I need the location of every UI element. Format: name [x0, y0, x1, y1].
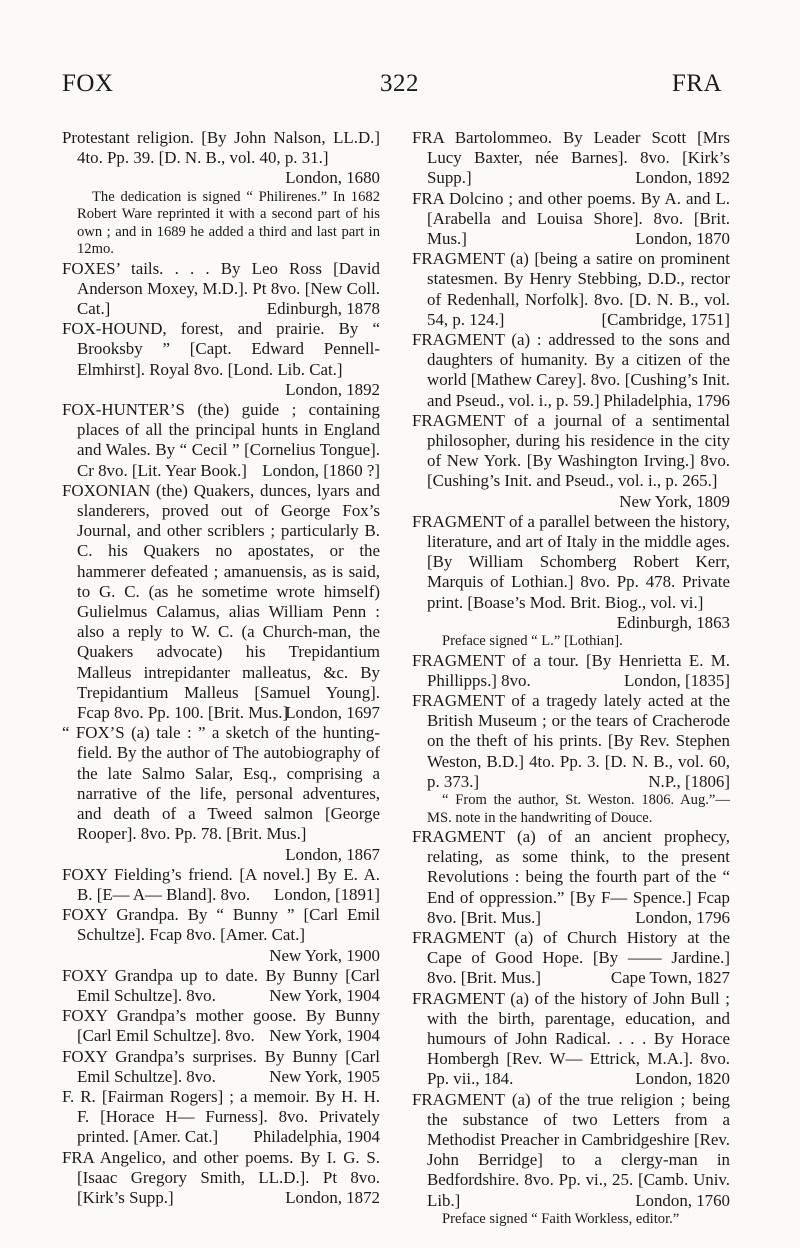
- entry-text: [62, 865, 380, 905]
- entry-note: Preface signed “ Faith Workless, editor.”: [442, 1210, 680, 1227]
- entry-text: [412, 651, 730, 691]
- entry-imprint: Edinburgh, 1878: [266, 299, 380, 319]
- bibliography-entry: [412, 512, 730, 651]
- entry-imprint: London, 1697: [285, 703, 380, 723]
- entry-text: [62, 319, 380, 400]
- entry-text: [412, 928, 730, 989]
- entry-title: FOXY Grandpa up to date. By Bunny [Carl Emil Schultze]. 8vo.: [62, 965, 380, 1005]
- entry-title: FOX-HUNTER’S (the) guide ; containing places of all the principal hunts in England and Wales. By “ Cecil ” [Cornelius Tongue]. Cr 8vo. [Lit. Year Book.]: [62, 400, 380, 480]
- bibliography-entry: [62, 1087, 380, 1148]
- entry-text: [62, 1148, 380, 1209]
- entry-title: FRAGMENT (a) of an ancient prophecy, relating, as some think, to the present Revolutions : being the fourth part of the “ End of oppression.” [By F— Spence.] Fcap 8vo. [Brit. Mus.]: [412, 827, 730, 927]
- entry-imprint: London, [1891]: [273, 884, 380, 904]
- entry-text: [62, 723, 380, 864]
- entry-text: [412, 330, 730, 411]
- entry-text: [62, 905, 380, 966]
- bibliography-entry: [412, 189, 730, 250]
- entry-imprint: Philadelphia, 1796: [603, 390, 730, 410]
- entry-imprint: N.P., [1806]: [648, 771, 730, 791]
- header-right-keyword: FRA: [671, 70, 722, 97]
- entry-text: [62, 1047, 380, 1087]
- entry-title: FOXES’ tails. . . . By Leo Ross [David Anderson Moxey, M.D.]. Pt 8vo. [New Coll. Cat.]: [62, 258, 380, 319]
- entry-title: FOXY Grandpa’s surprises. By Bunny [Carl Emil Schultze]. 8vo.: [62, 1046, 380, 1086]
- entry-text: [62, 481, 380, 723]
- entry-imprint: New York, 1900: [269, 945, 380, 965]
- entry-title: FOXY Fielding’s friend. [A novel.] By E. A. B. [E— A— Bland]. 8vo.: [62, 864, 380, 904]
- entry-text: [412, 1090, 730, 1211]
- entry-imprint: London, 1796: [635, 907, 730, 927]
- entry-imprint: New York, 1904: [269, 985, 380, 1005]
- entry-title: FRAGMENT of a parallel between the history, literature, and art of Italy in the middle ages. [By William Schomberg Robert Kerr, Marquis of Lothian.] 8vo. Pp. 478. Private print. [Boase’s Mod. Brit. Biog., vol. vi.]: [412, 511, 730, 612]
- entry-title: FRA Bartolommeo. By Leader Scott [Mrs Lucy Baxter, née Barnes]. 8vo. [Kirk’s Supp.]: [412, 128, 730, 188]
- entry-text: [62, 966, 380, 1006]
- bibliography-entry: [412, 411, 730, 512]
- bibliography-entry: [62, 1148, 380, 1209]
- entry-title: Protestant religion. [By John Nalson, LL.D.] 4to. Pp. 39. [D. N. B., vol. 40, p. 31.]: [62, 128, 380, 168]
- entry-text: [412, 189, 730, 250]
- entry-text: [412, 512, 730, 633]
- entry-text: [62, 1006, 380, 1046]
- bibliography-entry: [62, 400, 380, 481]
- entry-title: FRAGMENT of a journal of a sentimental philosopher, during his residence in the city of New York. [By Washington Irving.] 8vo. [Cushing’s Init. and Pseud., vol. i., p. 265.]: [412, 410, 730, 491]
- bibliography-entry: [412, 691, 730, 827]
- entry-imprint: Cape Town, 1827: [610, 968, 730, 988]
- entry-text: [412, 411, 730, 512]
- entry-imprint: London, 1892: [635, 168, 730, 188]
- entry-text: [412, 827, 730, 928]
- entry-note: “ From the author, St. Weston. 1806. Aug.”—MS. note in the handwriting of Douce.: [427, 792, 730, 826]
- entry-title: FOXY Grandpa. By “ Bunny ” [Carl Emil Schultze]. Fcap 8vo. [Amer. Cat.]: [62, 905, 380, 945]
- bibliography-entry: [62, 723, 380, 864]
- entry-imprint: London, [1835]: [623, 670, 730, 690]
- entry-text: [62, 400, 380, 481]
- entry-imprint: London, [1860 ?]: [262, 460, 380, 480]
- entry-imprint: New York, 1809: [619, 491, 730, 511]
- entry-text: [412, 249, 730, 330]
- entry-imprint: Philadelphia, 1904: [253, 1127, 380, 1147]
- bibliography-entry: [412, 989, 730, 1090]
- bibliography-entry: [412, 928, 730, 989]
- entry-imprint: Edinburgh, 1863: [616, 612, 730, 632]
- bibliography-entry: [412, 249, 730, 330]
- entry-title: FRAGMENT (a) of the true religion ; being the substance of two Letters from a Methodist Preacher in Cambridgeshire [Rev. John Berridge] to a clergy-man in Bedfordshire. 8vo. Pp. vi., 25. [Camb. Univ. Lib.]: [412, 1089, 730, 1210]
- bibliography-entry: [62, 259, 380, 320]
- left-column: [62, 128, 380, 1208]
- entry-imprint: New York, 1904: [269, 1026, 380, 1046]
- entry-text: [412, 691, 730, 792]
- entry-title: FRAGMENT of a tour. [By Henrietta E. M. Phillipps.] 8vo.: [412, 650, 730, 690]
- bibliography-entry: [62, 1006, 380, 1046]
- entry-title: FOXONIAN (the) Quakers, dunces, lyars and slanderers, proved out of George Fox’s Journal, and other scriblers ; particularly B. C. his Quakers no apostates, or the hammerer defeated ; amanuensis, as is said, to G. C. (as he sometime wrote himself) Gulielmus Calamus, alias William Penn : also a reply to W. C. (a Church-man, the Quakers advocate) his Trepidantium Malleus intrepidanter malleatus, &c. By Trepidantium Malleus [Samuel Young]. Fcap 8vo. Pp. 100. [Brit. Mus.]: [62, 480, 380, 723]
- entry-title: FRA Dolcino ; and other poems. By A. and L. [Arabella and Louisa Shore]. 8vo. [Brit. Mus.]: [412, 188, 730, 249]
- entry-imprint: London, 1760: [635, 1190, 730, 1210]
- entry-title: F. R. [Fairman Rogers] ; a memoir. By H. H. F. [Horace H— Furness]. 8vo. Privately printed. [Amer. Cat.]: [62, 1086, 380, 1147]
- entry-title: FRAGMENT (a) : addressed to the sons and daughters of humanity. By a citizen of the world [Mathew Carey]. 8vo. [Cushing’s Init. and Pseud., vol. i., p. 59.]: [412, 330, 730, 410]
- entry-title: FRAGMENT (a) of Church History at the Cape of Good Hope. [By —— Jardine.] 8vo. [Brit. Mus.]: [412, 928, 730, 988]
- running-header: [0, 70, 800, 110]
- entry-title: FRA Angelico, and other poems. By I. G. S. [Isaac Gregory Smith, LL.D.]. Pt 8vo. [Kirk’s Supp.]: [62, 1147, 380, 1207]
- entry-imprint: London, 1867: [285, 844, 380, 864]
- entry-text: [412, 128, 730, 189]
- entry-imprint: New York, 1905: [269, 1066, 380, 1086]
- entry-imprint: London, 1872: [285, 1187, 380, 1207]
- bibliography-entry: [412, 330, 730, 411]
- bibliography-entry: [62, 905, 380, 966]
- entry-title: FRAGMENT (a) of the history of John Bull ; with the birth, parentage, education, and humours of John Radical. . . . By Horace Hombergh [Rev. W— Ettrick, M.A.]. 8vo. Pp. vii., 184.: [412, 988, 730, 1089]
- bibliography-entry: [412, 1090, 730, 1229]
- bibliography-entry: [62, 966, 380, 1006]
- page-number: 322: [380, 70, 419, 97]
- entry-imprint: London, 1820: [635, 1069, 730, 1089]
- entry-imprint: [Cambridge, 1751]: [601, 309, 730, 329]
- entry-imprint: London, 1680: [285, 168, 380, 188]
- entry-imprint: London, 1892: [285, 379, 380, 399]
- bibliography-entry: [62, 319, 380, 400]
- entry-title: FOXY Grandpa’s mother goose. By Bunny [Carl Emil Schultze]. 8vo.: [62, 1006, 380, 1046]
- bibliography-entry: [62, 1047, 380, 1087]
- bibliography-entry: [62, 128, 380, 259]
- right-column: [412, 128, 730, 1228]
- entry-text: [62, 1087, 380, 1148]
- bibliography-entry: [412, 827, 730, 928]
- bibliography-entry: [62, 481, 380, 723]
- entry-text: [62, 128, 380, 189]
- entry-note: Preface signed “ L.” [Lothian].: [442, 633, 623, 650]
- entry-text: [412, 989, 730, 1090]
- entry-title: “ FOX’S (a) tale : ” a sketch of the hunting-field. By the author of The autobiography of the late Salmo Salar, Esq., comprising a narrative of the life, personal adventures, and death of a Tweed salmon [George Rooper]. 8vo. Pp. 78. [Brit. Mus.]: [62, 723, 380, 844]
- bibliography-entry: [62, 865, 380, 905]
- entry-title: FRAGMENT (a) [being a satire on prominent statesmen. By Henry Stebbing, D.D., rector of Redenhall, Norfolk]. 8vo. [D. N. B., vol. 54, p. 124.]: [412, 249, 730, 329]
- entry-note: The dedication is signed “ Philirenes.” In 1682 Robert Ware reprinted it with a second part of his own ; and in 1689 he added a third and last part in 12mo.: [77, 188, 380, 258]
- entry-title: FRAGMENT of a tragedy lately acted at the British Museum ; or the tears of Cracherode on the theft of his prints. [By Rev. Stephen Weston, B.D.] 4to. Pp. 3. [D. N. B., vol. 60, p. 373.]: [412, 690, 730, 791]
- entry-imprint: London, 1870: [635, 229, 730, 249]
- entry-text: [62, 259, 380, 320]
- entry-title: FOX-HOUND, forest, and prairie. By “ Brooksby ” [Capt. Edward Pennell-Elmhirst]. Royal 8vo. [Lond. Lib. Cat.]: [62, 319, 380, 379]
- bibliography-entry: [412, 651, 730, 691]
- bibliography-entry: [412, 128, 730, 189]
- header-left-keyword: FOX: [62, 70, 114, 97]
